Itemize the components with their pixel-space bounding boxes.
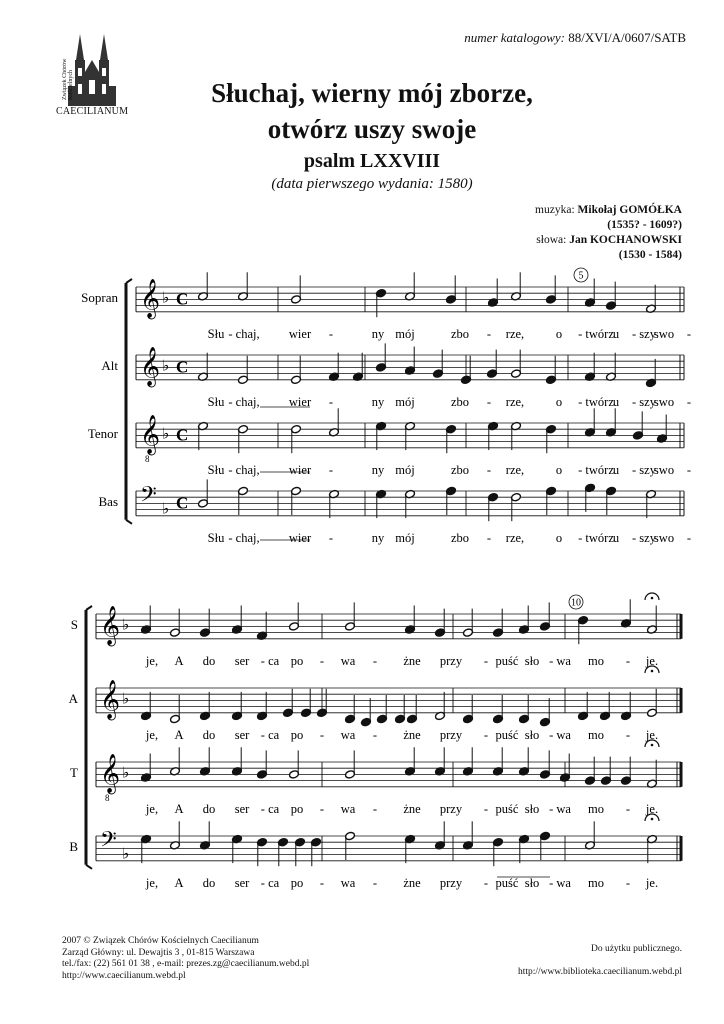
lyric-syllable: - <box>625 727 631 742</box>
part-label: Alt <box>101 357 118 373</box>
lyric-syllable: - <box>319 801 325 816</box>
lyric-syllable: - chaj, <box>228 462 260 477</box>
fermata-dot <box>651 744 654 747</box>
lyric-syllable: A <box>174 653 184 668</box>
treble-clef-icon: 𝄞 <box>140 280 161 318</box>
lyric-syllable: je. <box>645 801 659 816</box>
poet-years: (1530 - 1584) <box>618 249 682 261</box>
treble-clef-icon: 𝄞 <box>140 416 161 454</box>
bracket-tip <box>86 606 92 610</box>
title-line2: otwórz uszy swoje <box>267 114 477 144</box>
lyric-syllable: przy <box>439 801 463 816</box>
lyric-syllable: - <box>483 801 489 816</box>
part-label: Tenor <box>87 425 118 441</box>
footer-library <box>518 944 682 978</box>
composer-years: (1535? - 1609?) <box>607 219 682 231</box>
lyric-syllable: rze, <box>505 326 525 341</box>
lyric-syllable: przy <box>439 727 463 742</box>
lyric-syllable: po <box>290 653 304 668</box>
lyric-syllable: wier <box>288 462 312 477</box>
flat-icon: ♭ <box>122 765 130 782</box>
measure-number: 5 <box>578 270 584 282</box>
lyric-syllable: u <box>612 326 620 341</box>
lyric-syllable: je, <box>145 653 159 668</box>
lyric-syllable: je, <box>145 727 159 742</box>
treble-clef-icon: 𝄞 <box>100 755 121 793</box>
lyric-syllable: je. <box>645 727 659 742</box>
treble-clef-icon: 𝄞 <box>100 681 121 719</box>
bass-clef-icon: 𝄢 <box>140 482 157 512</box>
logo-vertical-text: Związek Chórów Kościelnych <box>62 58 74 100</box>
lyric-syllable: - <box>372 875 378 890</box>
lyric-syllable: sło <box>524 727 540 742</box>
lyric-syllable: mój <box>395 530 415 545</box>
lyric-syllable: o <box>555 530 563 545</box>
lyric-syllable: - <box>483 875 489 890</box>
lyric-syllable: - ca <box>260 653 280 668</box>
lyric-syllable: - <box>328 462 334 477</box>
lyric-syllable: rze, <box>505 530 525 545</box>
common-time-icon: C <box>176 289 189 309</box>
footer-publisher <box>62 936 309 982</box>
lyric-syllable: - wa <box>549 875 571 890</box>
footer-line: tel./fax: (22) 561 01 38 , e-mail: prezes.zg@caecilianum.webd.pl <box>62 959 310 969</box>
lyric-syllable: żne <box>403 801 421 816</box>
lyric-syllable: przy <box>439 653 463 668</box>
bracket-tip <box>126 520 132 524</box>
lyric-syllable: - szy <box>632 462 656 477</box>
lyric-syllable: wa <box>340 875 356 890</box>
lyric-syllable: ser <box>234 727 250 742</box>
words-label: słowa: <box>536 234 567 246</box>
lyric-syllable: - <box>486 326 492 341</box>
lyric-syllable: wier <box>288 394 312 409</box>
part-label: Bas <box>98 493 118 509</box>
lyric-syllable: sło <box>524 875 540 890</box>
lyric-syllable: Słu <box>207 530 225 545</box>
bracket-tip <box>126 279 132 283</box>
lyric-syllable: - <box>625 801 631 816</box>
lyric-syllable: - twórz <box>578 326 614 341</box>
lyric-syllable: - wa <box>549 653 571 668</box>
part-label: A <box>68 690 78 706</box>
composer-name: Mikołaj GOMÓŁKA <box>577 204 682 216</box>
lyric-syllable: do <box>202 875 216 890</box>
lyric-syllable: ny <box>371 394 385 409</box>
common-time-icon: C <box>176 493 189 513</box>
poet-name: Jan KOCHANOWSKI <box>569 234 682 246</box>
lyric-syllable: rze, <box>505 394 525 409</box>
lyric-syllable: po <box>290 727 304 742</box>
lyric-syllable: - <box>483 727 489 742</box>
lyric-syllable: - <box>625 653 631 668</box>
lyric-syllable: - <box>483 653 489 668</box>
fermata-dot <box>651 818 654 821</box>
bass-clef-icon: 𝄢 <box>100 827 117 857</box>
lyric-syllable: swo <box>653 394 675 409</box>
footer-link[interactable]: http://www.caecilianum.webd.pl <box>62 970 186 981</box>
octave-mark: 8 <box>105 792 110 803</box>
part-label: S <box>70 616 78 632</box>
measure-number: 10 <box>571 597 581 609</box>
lyric-syllable: swo <box>653 462 675 477</box>
lyric-syllable: - twórz <box>578 462 614 477</box>
lyric-syllable: ny <box>371 326 385 341</box>
part-label: T <box>70 764 78 780</box>
lyric-syllable: - chaj, <box>228 394 260 409</box>
flat-icon: ♭ <box>162 290 170 307</box>
lyric-syllable: Słu <box>207 462 225 477</box>
lyric-syllable: - <box>319 875 325 890</box>
lyric-syllable: o <box>555 462 563 477</box>
flat-icon: ♭ <box>162 501 170 518</box>
lyric-syllable: ser <box>234 653 250 668</box>
fermata-dot <box>651 670 654 673</box>
lyric-syllable: mój <box>395 462 415 477</box>
lyric-syllable: mój <box>395 326 415 341</box>
lyric-syllable: - <box>319 727 325 742</box>
common-time-icon: C <box>176 425 189 445</box>
lyric-syllable: - <box>625 875 631 890</box>
lyric-syllable: u <box>612 462 620 477</box>
lyric-syllable: - chaj, <box>228 530 260 545</box>
lyric-syllable: - <box>686 326 692 341</box>
lyric-syllable: - szy <box>632 326 656 341</box>
lyric-syllable: - <box>372 653 378 668</box>
flat-icon: ♭ <box>162 358 170 375</box>
lyric-syllable: A <box>174 727 184 742</box>
lyric-syllable: mo <box>588 801 604 816</box>
flat-icon: ♭ <box>162 426 170 443</box>
lyric-syllable: swo <box>653 326 675 341</box>
subtitle: psalm LXXVIII <box>303 150 441 172</box>
lyric-syllable: puść <box>495 727 519 742</box>
footer-line: Zarząd Główny: ul. Dewajtis 3 , 01-815 Warszawa <box>62 947 255 958</box>
lyric-syllable: zbo <box>450 462 470 477</box>
lyric-syllable: ny <box>371 530 385 545</box>
common-time-icon: C <box>176 357 189 377</box>
lyric-syllable: u <box>612 530 620 545</box>
lyric-syllable: - ca <box>260 875 280 890</box>
lyric-syllable: rze, <box>505 462 525 477</box>
lyric-syllable: je, <box>145 801 159 816</box>
lyric-syllable: wier <box>288 326 312 341</box>
logo-name: CAECILIANUM <box>56 106 129 117</box>
lyric-syllable: - <box>486 394 492 409</box>
lyric-syllable: - szy <box>632 394 656 409</box>
lyric-syllable: - <box>328 530 334 545</box>
lyric-syllable: - twórz <box>578 530 614 545</box>
lyric-syllable: - twórz <box>578 394 614 409</box>
title-line1: Słuchaj, wierny mój zborze, <box>211 78 533 108</box>
lyric-syllable: o <box>555 394 563 409</box>
lyric-syllable: po <box>290 875 304 890</box>
lyric-syllable: zbo <box>450 394 470 409</box>
lyric-syllable: zbo <box>450 530 470 545</box>
first-edition-date: (data pierwszego wydania: 1580) <box>271 176 473 192</box>
flat-icon: ♭ <box>122 846 130 863</box>
lyric-syllable: puść <box>495 875 519 890</box>
lyric-syllable: przy <box>439 875 463 890</box>
lyric-syllable: wa <box>340 801 356 816</box>
lyric-syllable: - szy <box>632 530 656 545</box>
lyric-syllable: wier <box>288 530 312 545</box>
lyric-syllable: żne <box>403 727 421 742</box>
lyric-syllable: puść <box>495 801 519 816</box>
treble-clef-icon: 𝄞 <box>100 607 121 645</box>
lyric-syllable: sło <box>524 653 540 668</box>
fermata-dot <box>651 597 654 600</box>
lyric-syllable: mo <box>588 875 604 890</box>
treble-clef-icon: 𝄞 <box>140 348 161 386</box>
music-label: muzyka: <box>535 204 575 216</box>
flat-icon: ♭ <box>122 691 130 708</box>
lyric-syllable: - chaj, <box>228 326 260 341</box>
lyric-syllable: do <box>202 653 216 668</box>
lyric-syllable: A <box>174 801 184 816</box>
lyric-syllable: swo <box>653 530 675 545</box>
bracket-tip <box>86 865 92 869</box>
lyric-syllable: - ca <box>260 727 280 742</box>
lyric-syllable: wa <box>340 653 356 668</box>
lyric-syllable: - wa <box>549 801 571 816</box>
lyric-syllable: - <box>372 727 378 742</box>
lyric-syllable: zbo <box>450 326 470 341</box>
lyric-syllable: żne <box>403 653 421 668</box>
lyric-syllable: do <box>202 801 216 816</box>
flat-icon: ♭ <box>122 617 130 634</box>
lyric-syllable: sło <box>524 801 540 816</box>
lyric-syllable: do <box>202 727 216 742</box>
lyric-syllable: ny <box>371 462 385 477</box>
library-link[interactable]: http://www.biblioteka.caecilianum.webd.pl <box>517 966 682 977</box>
octave-mark: 8 <box>145 453 150 464</box>
lyric-syllable: - <box>319 653 325 668</box>
lyric-syllable: ser <box>234 875 250 890</box>
lyric-syllable: - <box>486 462 492 477</box>
lyric-syllable: - <box>372 801 378 816</box>
lyric-syllable: - <box>686 394 692 409</box>
lyric-syllable: Słu <box>207 326 225 341</box>
lyric-syllable: u <box>612 394 620 409</box>
lyric-syllable: po <box>290 801 304 816</box>
lyric-syllable: mo <box>588 653 604 668</box>
lyric-syllable: - <box>686 530 692 545</box>
lyric-syllable: A <box>174 875 184 890</box>
lyric-syllable: wa <box>340 727 356 742</box>
lyric-syllable: mo <box>588 727 604 742</box>
catalog-value: 88/XVI/A/0607/SATB <box>568 30 686 45</box>
footer-line: 2007 © Związek Chórów Kościelnych Caecilianum <box>62 936 259 946</box>
lyric-syllable: żne <box>403 875 421 890</box>
lyric-syllable: - <box>328 394 334 409</box>
lyric-syllable: - ca <box>260 801 280 816</box>
lyric-syllable: - <box>686 462 692 477</box>
lyric-syllable: Słu <box>207 394 225 409</box>
catalog-label: numer katalogowy: <box>464 30 566 45</box>
lyric-syllable: ser <box>234 801 250 816</box>
lyric-syllable: je. <box>645 653 659 668</box>
lyric-syllable: - wa <box>549 727 571 742</box>
part-label: Sopran <box>81 289 118 305</box>
lyric-syllable: - <box>328 326 334 341</box>
lyric-syllable: mój <box>395 394 415 409</box>
lyric-syllable: o <box>555 326 563 341</box>
lyric-syllable: - <box>486 530 492 545</box>
lyric-syllable: je, <box>145 875 159 890</box>
lyric-syllable: puść <box>495 653 519 668</box>
lyric-syllable: je. <box>645 875 659 890</box>
public-use-note: Do użytku publicznego. <box>590 944 682 954</box>
part-label: B <box>69 838 78 854</box>
